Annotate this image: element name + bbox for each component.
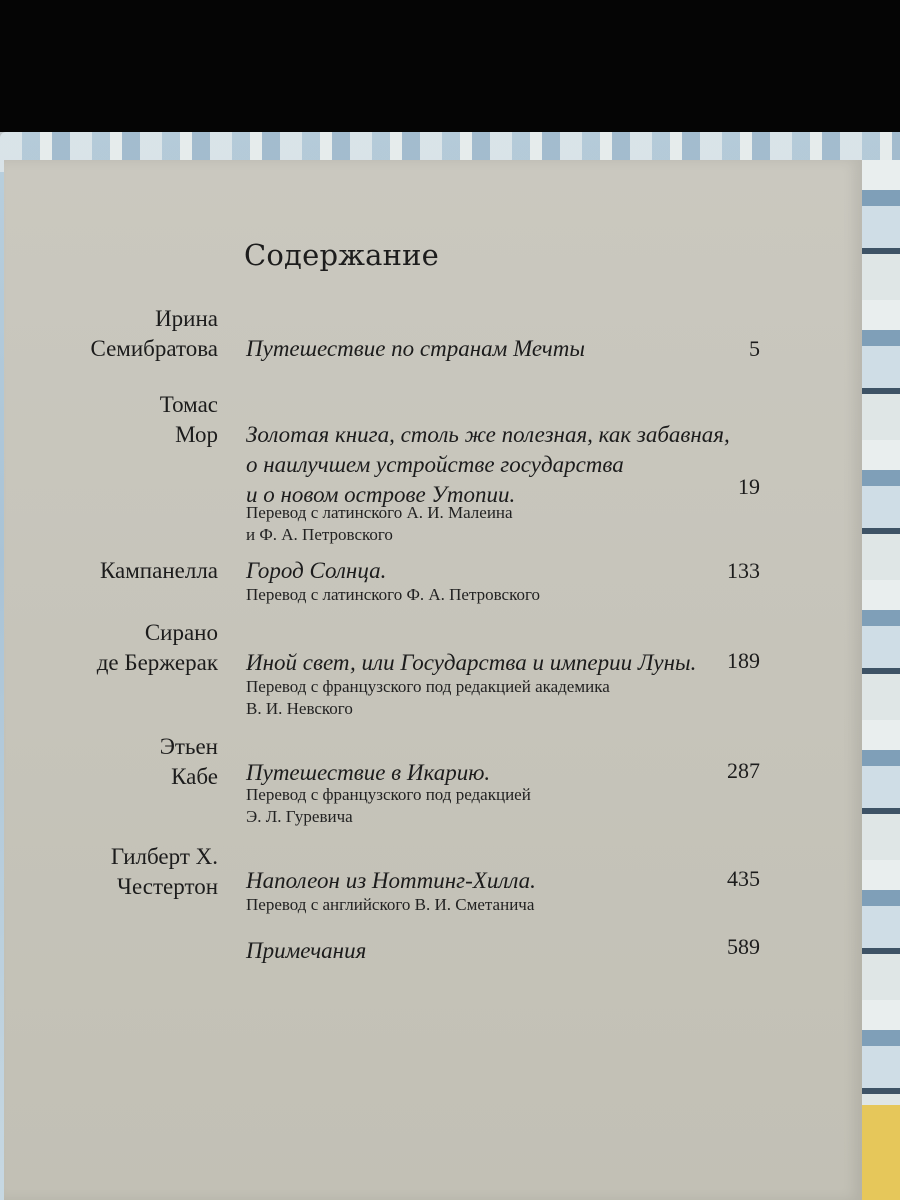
author-line: Ирина — [155, 306, 218, 331]
toc-author — [6, 732, 218, 792]
work-line: Золотая книга, столь же полезная, как забавная, — [246, 422, 730, 447]
work-line: Путешествие по странам Мечты — [246, 336, 585, 361]
toc-work-title — [246, 334, 585, 364]
toc-page-number: 589 — [727, 934, 760, 959]
work-line: о наилучшем устройстве государства — [246, 452, 624, 477]
toc-author — [6, 304, 218, 364]
work-line: и о новом острове Утопии. — [246, 482, 516, 507]
work-line: Город Солнца. — [246, 558, 387, 583]
author-line: Томас — [159, 392, 218, 417]
note-line: Перевод с французского под редакцией академика — [246, 677, 610, 696]
toc-page-number: 133 — [727, 558, 760, 583]
work-line: Иной свет, или Государства и империи Луны. — [246, 650, 697, 675]
author-line: Сирано — [144, 620, 218, 645]
author-line: Кабе — [171, 764, 218, 789]
work-line: Путешествие в Икарию. — [246, 760, 491, 785]
toc-page-number: 435 — [727, 866, 760, 891]
note-line: Перевод с английского В. И. Сметанича — [246, 895, 535, 914]
author-line: Этьен — [159, 734, 218, 759]
toc-work-title — [246, 866, 536, 896]
cover-illustration-right — [856, 160, 900, 1200]
toc-translation-note — [246, 784, 531, 828]
toc-work-title — [246, 420, 730, 510]
author-line: Мор — [175, 422, 218, 447]
note-line: и Ф. А. Петровского — [246, 525, 393, 544]
toc-work-title — [246, 936, 366, 966]
toc-page-number: 287 — [727, 758, 760, 783]
page-title: Содержание — [244, 238, 440, 272]
toc-work-title — [246, 648, 696, 678]
toc-page-number: 189 — [727, 648, 760, 673]
author-line: Гилберт Х. — [110, 844, 218, 869]
note-line: В. И. Невского — [246, 699, 353, 718]
author-line: Честертон — [117, 874, 218, 899]
toc-author — [6, 618, 218, 678]
toc-page-number: 19 — [738, 474, 760, 499]
toc-translation-note — [246, 676, 610, 720]
author-line: Кампанелла — [100, 558, 218, 583]
toc-work-title — [246, 556, 386, 586]
toc-author — [6, 842, 218, 902]
author-line: Семибратова — [90, 336, 218, 361]
note-line: Перевод с латинского А. И. Малеина — [246, 503, 513, 522]
note-line: Э. Л. Гуревича — [246, 807, 353, 826]
cover-illustration-corner — [856, 1105, 900, 1200]
toc-author — [6, 390, 218, 450]
work-line: Наполеон из Ноттинг-Хилла. — [246, 868, 536, 893]
toc-author — [6, 556, 218, 586]
note-line: Перевод с латинского Ф. А. Петровского — [246, 585, 541, 604]
toc-translation-note — [246, 584, 540, 606]
work-line: Примечания — [246, 938, 367, 963]
note-line: Перевод с французского под редакцией — [246, 785, 531, 804]
toc-page-number: 5 — [749, 336, 760, 361]
toc-translation-note — [246, 502, 513, 546]
author-line: де Бержерак — [96, 650, 218, 675]
toc-translation-note — [246, 894, 534, 916]
